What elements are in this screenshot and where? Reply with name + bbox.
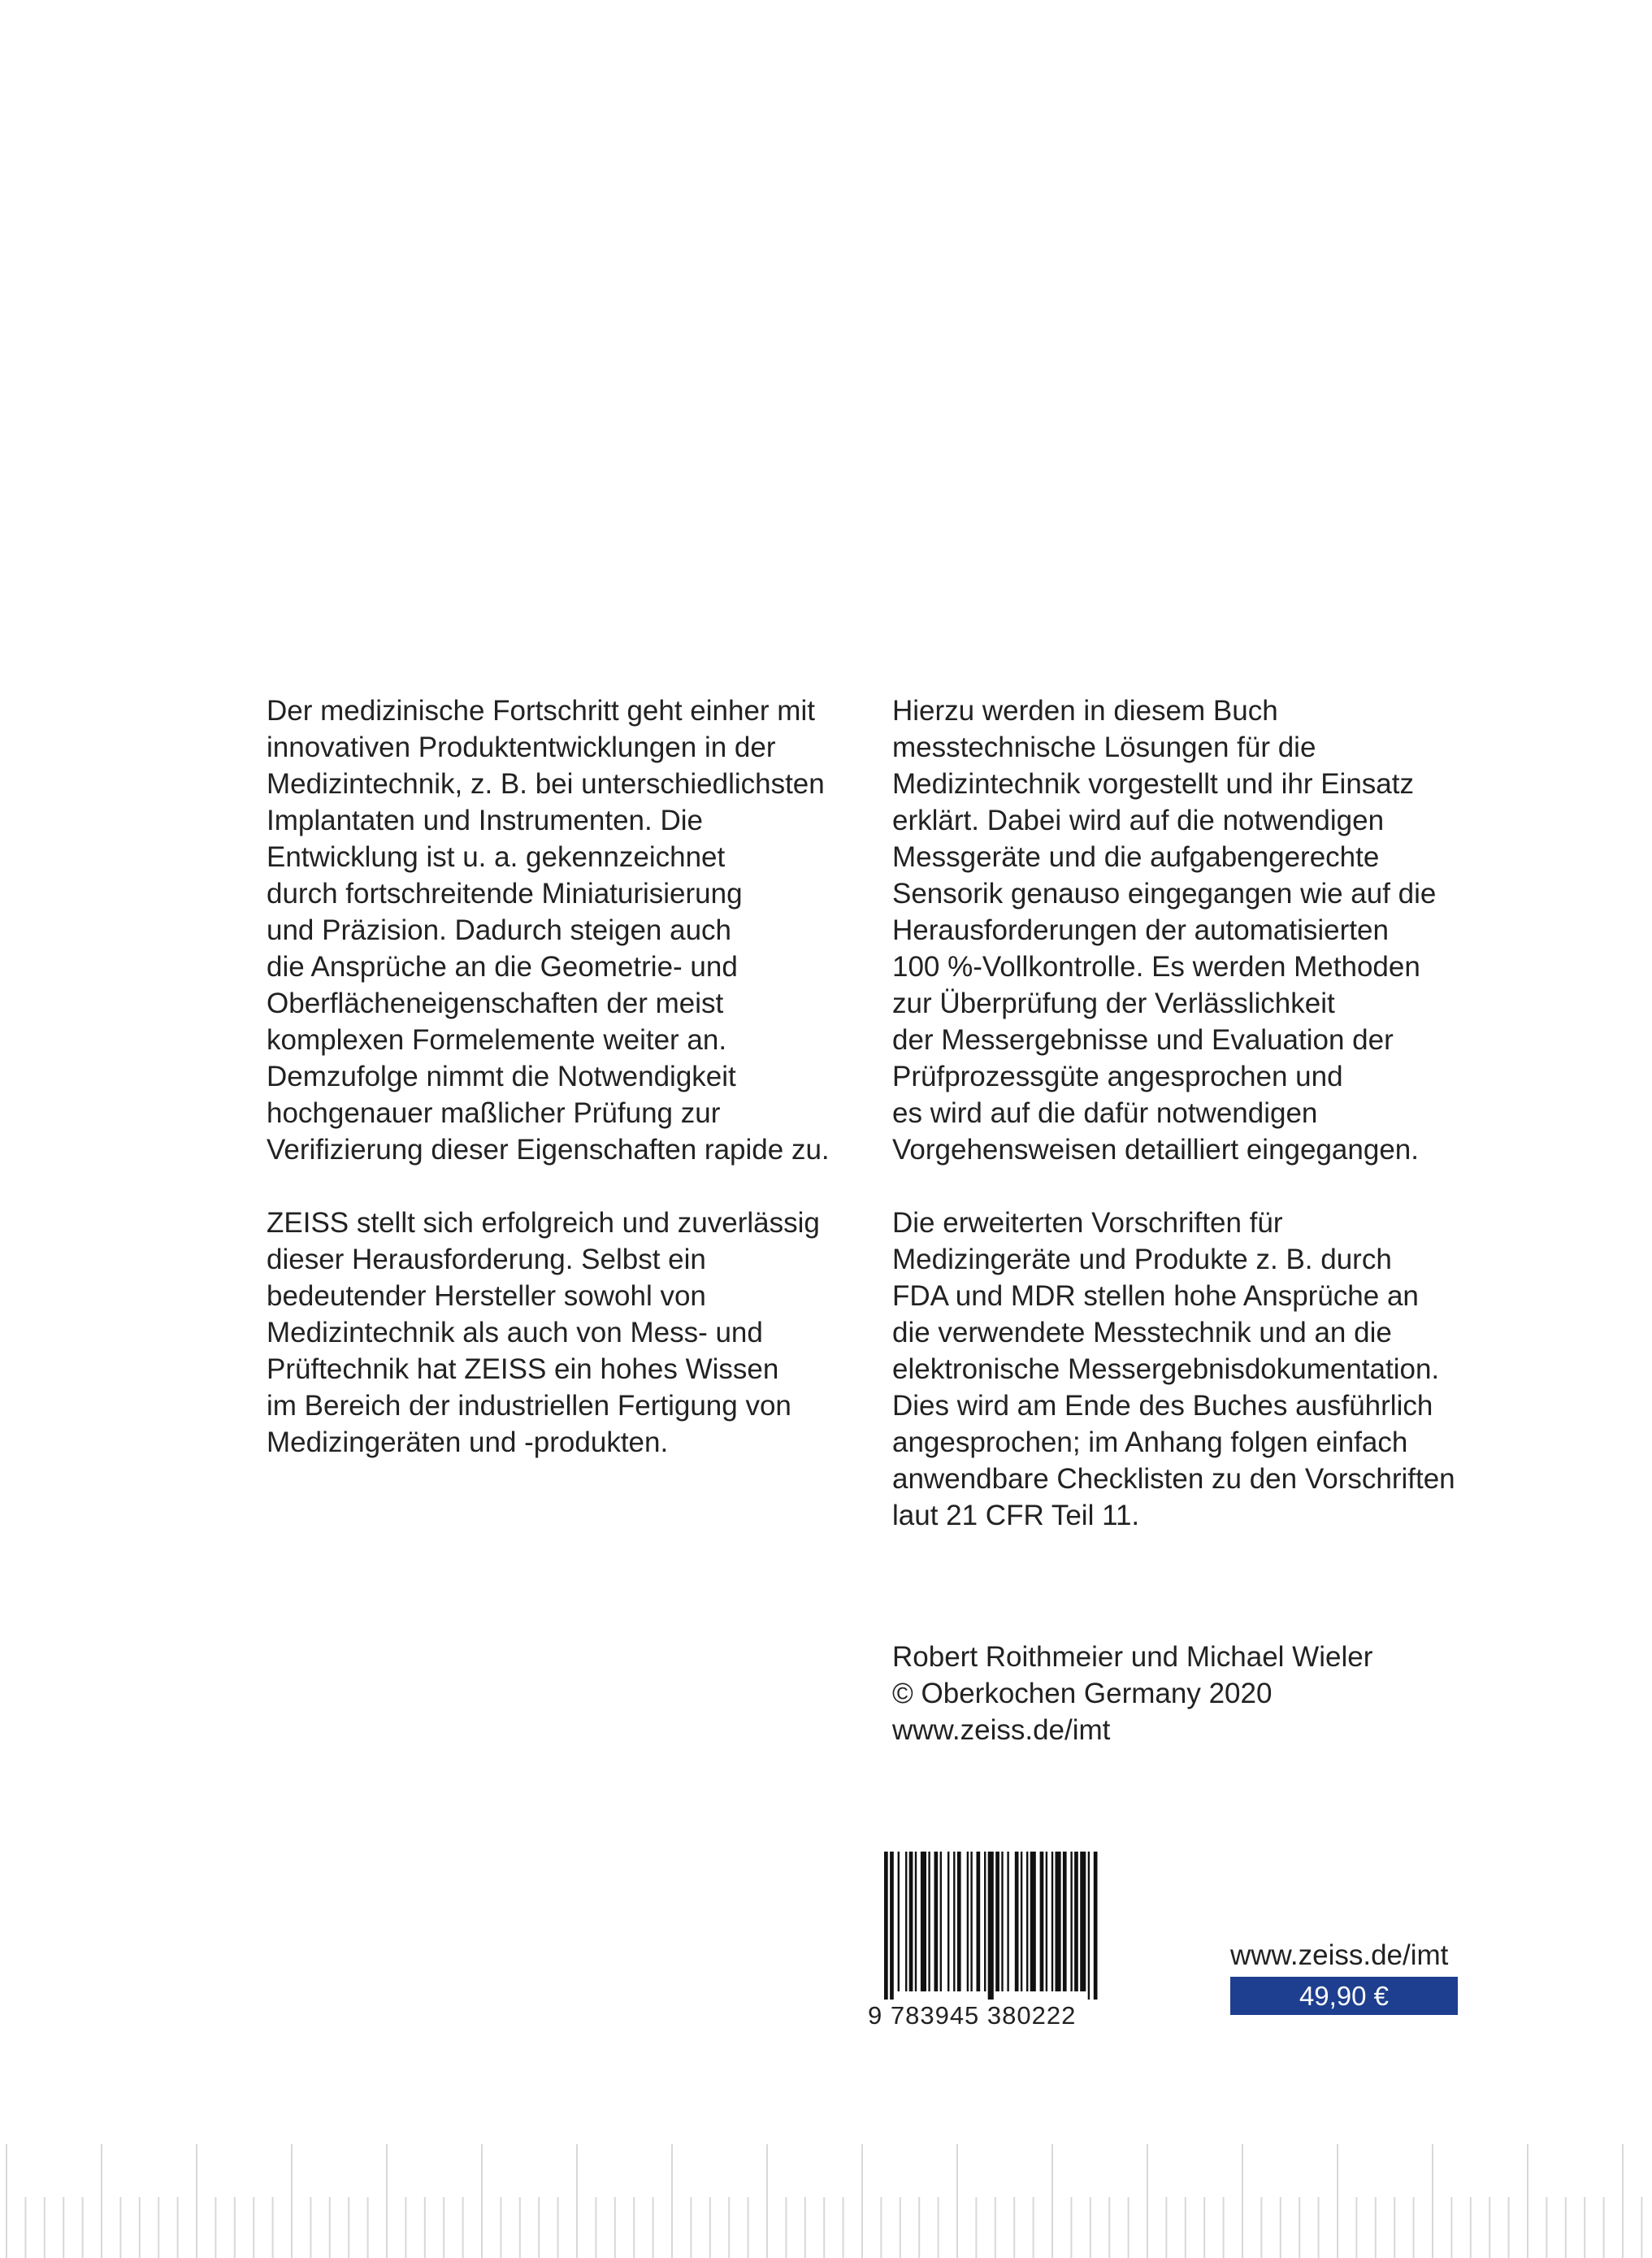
isbn-number: 9 783945 380222	[868, 2001, 1077, 2030]
left-text-column	[267, 693, 900, 1497]
text-line: Medizingeräte und Produkte z. B. durch	[892, 1244, 1392, 1275]
isbn-barcode-block	[868, 1852, 1152, 2030]
text-line: messtechnische Lösungen für die	[892, 732, 1316, 763]
text-line: Prüfprozessgüte angesprochen und	[892, 1061, 1343, 1092]
barcode-bar	[1088, 1852, 1090, 2000]
paragraph-medical-progress	[267, 693, 900, 1168]
text-line: Die erweiterten Vorschriften für	[892, 1207, 1283, 1239]
barcode-bar	[1021, 1852, 1022, 1991]
text-line: Der medizinische Fortschritt geht einher mit	[267, 695, 815, 727]
text-line: Demzufolge nimmt die Notwendigkeit	[267, 1061, 736, 1092]
text-line: die Ansprüche an die Geometrie- und	[267, 951, 738, 983]
text-line: Vorgehensweisen detailliert eingegangen.	[892, 1134, 1419, 1166]
barcode-bar	[970, 1852, 972, 1991]
text-line: Medizingeräten und -produkten.	[267, 1426, 669, 1458]
barcode-bar	[957, 1852, 961, 1991]
text-line: Verifizierung dieser Eigenschaften rapide zu.	[267, 1134, 830, 1166]
text-line: Hierzu werden in diesem Buch	[892, 695, 1278, 727]
barcode-bar	[995, 1852, 999, 1991]
text-line: ZEISS stellt sich erfolgreich und zuverlässig	[267, 1207, 820, 1239]
text-line: dieser Herausforderung. Selbst ein	[267, 1244, 706, 1275]
barcode-bar	[1030, 1852, 1036, 1991]
text-line: Medizintechnik als auch von Mess- und	[267, 1317, 763, 1348]
text-line: bedeutender Hersteller sowohl von	[267, 1280, 706, 1312]
ruler-scale-decoration	[0, 2120, 1652, 2258]
right-text-column	[892, 693, 1510, 1570]
text-line: und Präzision. Dadurch steigen auch	[267, 914, 732, 946]
barcode-bar	[1026, 1852, 1028, 1991]
barcode-bar	[1051, 1852, 1053, 1991]
text-line: durch fortschreitende Miniaturisierung	[267, 878, 743, 910]
barcode-bar	[1094, 1852, 1098, 2000]
price-website-link[interactable]: www.zeiss.de/imt	[1230, 1939, 1449, 1971]
barcode-bar	[905, 1852, 907, 1991]
text-line: zur Überprüfung der Verlässlichkeit	[892, 988, 1335, 1019]
barcode-bar	[898, 1852, 900, 1991]
barcode-bar	[1070, 1852, 1072, 1991]
authors: Robert Roithmeier und Michael Wieler	[892, 1641, 1373, 1673]
text-line: 100 %-Vollkontrolle. Es werden Methoden	[892, 951, 1420, 983]
barcode-bar	[947, 1852, 949, 1991]
text-line: anwendbare Checklisten zu den Vorschriften	[892, 1463, 1455, 1495]
text-line: innovativen Produktentwicklungen in der	[267, 732, 776, 763]
text-line: Medizintechnik vorgestellt und ihr Einsatz	[892, 768, 1414, 800]
price-block	[1230, 1938, 1458, 2015]
barcode-bar	[988, 1852, 994, 2000]
text-line: Oberflächeneigenschaften der meist	[267, 988, 724, 1019]
text-line: FDA und MDR stellen hohe Ansprüche an	[892, 1280, 1419, 1312]
paragraph-book-content	[892, 693, 1510, 1168]
text-line: die verwendete Messtechnik und an die	[892, 1317, 1392, 1348]
text-line: Dies wird am Ende des Buches ausführlich	[892, 1390, 1433, 1422]
text-line: elektronische Messergebnisdokumentation.	[892, 1353, 1440, 1385]
text-line: angesprochen; im Anhang folgen einfach	[892, 1426, 1408, 1458]
barcode-bar	[884, 1852, 888, 2000]
barcode-bar	[953, 1852, 955, 1991]
barcode-bar	[1015, 1852, 1019, 1991]
barcode-bar	[921, 1852, 926, 1991]
text-line: Entwicklung ist u. a. gekennzeichnet	[267, 841, 726, 873]
barcode-bar	[1056, 1852, 1061, 1991]
text-line: Herausforderungen der automatisierten	[892, 914, 1389, 946]
barcode-graphic	[868, 1852, 1152, 2000]
barcode-bar	[1074, 1852, 1078, 1991]
barcode-bar	[1080, 1852, 1086, 1991]
text-line: im Bereich der industriellen Fertigung von	[267, 1390, 791, 1422]
text-line: Implantaten und Instrumenten. Die	[267, 805, 703, 836]
credits-block	[892, 1639, 1372, 1748]
text-line: erklärt. Dabei wird auf die notwendigen	[892, 805, 1385, 836]
barcode-bar	[940, 1852, 942, 1991]
paragraph-zeiss-challenge	[267, 1205, 900, 1461]
barcode-bar	[1001, 1852, 1003, 1991]
text-line: hochgenauer maßlicher Prüfung zur	[267, 1097, 721, 1129]
barcode-bar	[1040, 1852, 1044, 1991]
text-line: komplexen Formelemente weiter an.	[267, 1024, 727, 1056]
text-line: Prüftechnik hat ZEISS ein hohes Wissen	[267, 1353, 779, 1385]
barcode-bar	[984, 1852, 986, 1991]
barcode-bar	[967, 1852, 969, 1991]
website-link[interactable]: www.zeiss.de/imt	[892, 1714, 1111, 1746]
barcode-bar	[909, 1852, 913, 1991]
barcode-bar	[1007, 1852, 1008, 1991]
barcode-bar	[928, 1852, 930, 1991]
barcode-bar	[915, 1852, 917, 1991]
barcode-bar	[890, 1852, 894, 2000]
barcode-bar	[934, 1852, 939, 1991]
barcode-bar	[1063, 1852, 1067, 1991]
paragraph-regulations	[892, 1205, 1510, 1534]
copyright-line: © Oberkochen Germany 2020	[892, 1678, 1273, 1709]
text-line: es wird auf die dafür notwendigen	[892, 1097, 1318, 1129]
text-line: Messgeräte und die aufgabengerechte	[892, 841, 1380, 873]
price-tag: 49,90 €	[1230, 1977, 1458, 2015]
barcode-bar	[1046, 1852, 1047, 1991]
text-line: laut 21 CFR Teil 11.	[892, 1500, 1140, 1531]
text-line: der Messergebnisse und Evaluation der	[892, 1024, 1394, 1056]
barcode-bar	[977, 1852, 981, 1991]
text-line: Sensorik genauso eingegangen wie auf die	[892, 878, 1437, 910]
text-line: Medizintechnik, z. B. bei unterschiedlichsten	[267, 768, 825, 800]
